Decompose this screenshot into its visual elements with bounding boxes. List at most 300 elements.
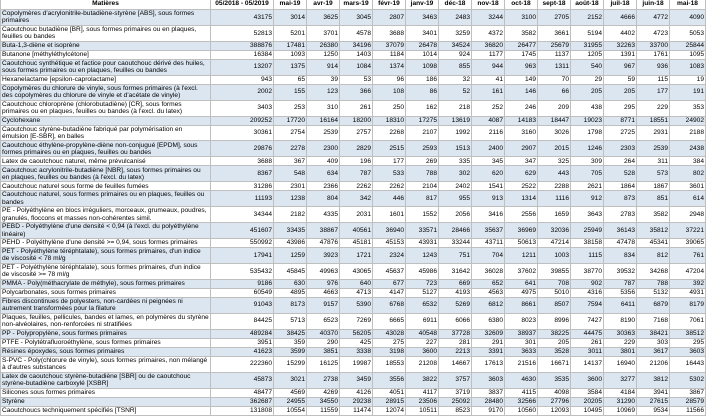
table-cell: 1084: [340, 59, 373, 75]
table-cell: 4098: [538, 388, 571, 397]
table-cell: 787: [340, 166, 373, 182]
table-cell: 1083: [670, 59, 706, 75]
table-cell: 39532: [604, 263, 637, 279]
table-cell: 6665: [373, 313, 406, 329]
table-cell: 4372: [472, 25, 505, 41]
table-cell: 43028: [373, 329, 406, 338]
table-cell: 3599: [274, 347, 307, 356]
table-cell: 2366: [307, 182, 340, 191]
row-label: Caoutchouc styrène-butadiène fabriqué par polymérisation en émulsion [E-SBR], en balles: [1, 125, 211, 141]
table-cell: 335: [439, 157, 472, 166]
table-cell: 4713: [340, 288, 373, 297]
table-cell: 229: [604, 338, 637, 347]
table-row: [1, 297, 706, 313]
row-label: Caoutchouc acrylonitrile-butadiène [NBR], sous formes primaires ou en plaques, feuilles ou bandes (à l'excl. du latex): [1, 166, 211, 182]
table-cell: 59: [604, 75, 637, 84]
table-cell: 96: [373, 75, 406, 84]
table-cell: 489284: [211, 329, 274, 338]
table-cell: 4090: [670, 10, 706, 26]
table-cell: 5356: [604, 288, 637, 297]
table-cell: 146: [505, 84, 538, 100]
table-cell: 1098: [406, 59, 439, 75]
table-cell: 7269: [340, 313, 373, 329]
row-label: Copolymères d'acrylonitrile-butadiène-styrène [ABS], sous formes primaires: [1, 10, 211, 26]
table-cell: 1992: [439, 125, 472, 141]
table-cell: 60549: [211, 288, 274, 297]
row-label: Latex de caoutchouc naturel, même prévulcanisé: [1, 157, 211, 166]
table-row: [1, 347, 706, 356]
table-cell: 751: [439, 248, 472, 264]
table-cell: 47214: [538, 239, 571, 248]
table-cell: 1137: [538, 50, 571, 59]
table-cell: 1721: [340, 248, 373, 264]
table-cell: 2268: [373, 125, 406, 141]
table-cell: 2324: [373, 248, 406, 264]
row-label: Buta-1,3-diène et isoprène: [1, 41, 211, 50]
table-cell: 4666: [604, 10, 637, 26]
table-cell: 52813: [211, 25, 274, 41]
row-label: Polycarbonates, sous formes primaires: [1, 288, 211, 297]
column-header-period: sept-18: [538, 0, 571, 10]
table-cell: 1552: [406, 207, 439, 223]
table-cell: 5713: [274, 313, 307, 329]
table-cell: 84425: [211, 313, 274, 329]
table-cell: 38425: [274, 329, 307, 338]
table-cell: 261: [571, 338, 604, 347]
table-cell: 366: [340, 84, 373, 100]
row-label: S-PVC - Poly(chlorure de vinyle), sous formes primaires, non mélangé à d'autres substances: [1, 356, 211, 372]
table-cell: 1177: [472, 50, 505, 59]
table-cell: 28579: [670, 397, 706, 406]
table-cell: 29876: [211, 141, 274, 157]
table-cell: 3021: [274, 372, 307, 388]
table-cell: 41623: [211, 347, 274, 356]
table-cell: 2402: [439, 182, 472, 191]
table-cell: 205: [604, 84, 637, 100]
table-cell: 29238: [340, 397, 373, 406]
table-cell: 2300: [307, 141, 340, 157]
table-cell: 4269: [307, 388, 340, 397]
table-cell: 91043: [211, 297, 274, 313]
table-cell: 16164: [307, 116, 340, 125]
table-cell: 12093: [538, 406, 571, 415]
table-cell: 18447: [538, 116, 571, 125]
table-cell: 33571: [406, 223, 439, 239]
table-cell: 9170: [472, 406, 505, 415]
table-cell: 3459: [340, 372, 373, 388]
table-cell: 367: [274, 157, 307, 166]
row-label: Cyclohexane: [1, 116, 211, 125]
table-cell: 34268: [637, 263, 670, 279]
table-cell: 4663: [307, 288, 340, 297]
table-cell: 3600: [406, 347, 439, 356]
table-cell: 2400: [472, 141, 505, 157]
table-cell: 1095: [670, 50, 706, 59]
table-cell: 641: [505, 279, 538, 288]
table-cell: 36028: [472, 263, 505, 279]
table-cell: 18553: [373, 356, 406, 372]
table-cell: 1798: [571, 125, 604, 141]
table-cell: 3584: [571, 388, 604, 397]
table-cell: 11193: [211, 191, 274, 207]
table-cell: 3951: [211, 338, 274, 347]
table-cell: 3688: [373, 25, 406, 41]
row-label: PET - Polyéthylène téréphtalate), sous formes primaires, d'un indice de viscosité < 78 ml/g: [1, 248, 211, 264]
table-cell: 16384: [211, 50, 274, 59]
row-label: Hexanelactame [epsilon-caprolactame]: [1, 75, 211, 84]
table-cell: 3026: [538, 125, 571, 141]
table-cell: 253: [274, 100, 307, 116]
table-cell: 3661: [538, 25, 571, 41]
table-cell: 3463: [406, 10, 439, 26]
table-cell: 3100: [505, 10, 538, 26]
table-cell: 384: [670, 157, 706, 166]
table-cell: 161: [472, 84, 505, 100]
table-cell: 36940: [373, 223, 406, 239]
table-cell: 8507: [538, 297, 571, 313]
table-cell: 3757: [439, 372, 472, 388]
row-label: Caoutchoucs techniquement spécifiés [TSNR]: [1, 406, 211, 415]
table-cell: 425: [340, 338, 373, 347]
table-cell: 3528: [538, 347, 571, 356]
table-cell: 3535: [538, 372, 571, 388]
table-cell: 13207: [211, 59, 274, 75]
table-cell: 2056: [439, 207, 472, 223]
table-cell: 2907: [505, 141, 538, 157]
table-cell: 43711: [472, 239, 505, 248]
table-cell: 4126: [340, 388, 373, 397]
table-cell: 4402: [604, 25, 637, 41]
table-cell: 261: [340, 100, 373, 116]
table-cell: 3822: [406, 372, 439, 388]
row-label: Caoutchouc synthétique et factice pour caoutchouc dérivé des huiles, sous formes primaires ou en plaques, feuilles ou bandes: [1, 59, 211, 75]
table-cell: 359: [274, 338, 307, 347]
table-cell: 38512: [670, 329, 706, 338]
table-cell: 38867: [307, 223, 340, 239]
table-cell: 3867: [670, 388, 706, 397]
table-cell: 1115: [571, 248, 604, 264]
table-cell: 27615: [637, 397, 670, 406]
table-cell: 131808: [211, 406, 274, 415]
table-cell: 27796: [538, 397, 571, 406]
table-row: [1, 191, 706, 207]
table-cell: 2288: [538, 182, 571, 191]
table-row: [1, 279, 706, 288]
table-cell: 2522: [505, 182, 538, 191]
table-cell: 6532: [406, 297, 439, 313]
table-row: [1, 248, 706, 264]
row-label: Résines époxydes, sous formes primaires: [1, 347, 211, 356]
table-cell: 967: [604, 59, 637, 75]
table-cell: 914: [307, 59, 340, 75]
table-cell: 2807: [373, 10, 406, 26]
table-cell: 26380: [307, 41, 340, 50]
table-cell: 301: [505, 338, 538, 347]
table-cell: 5132: [637, 288, 670, 297]
table-cell: 302: [439, 166, 472, 182]
table-cell: 2754: [274, 125, 307, 141]
table-cell: 2705: [538, 10, 571, 26]
table-cell: 2278: [274, 141, 307, 157]
table-cell: 291: [472, 338, 505, 347]
table-cell: 723: [406, 279, 439, 288]
column-header-period: août-18: [571, 0, 604, 10]
table-cell: 955: [439, 191, 472, 207]
table-cell: 3160: [505, 125, 538, 141]
table-cell: 16940: [604, 356, 637, 372]
table-cell: 2002: [211, 84, 274, 100]
table-cell: 640: [340, 279, 373, 288]
table-cell: 630: [274, 279, 307, 288]
table-cell: 4975: [505, 288, 538, 297]
table-cell: 3401: [406, 25, 439, 41]
table-cell: 1867: [637, 182, 670, 191]
row-label: PP - Polypropylène, sous formes primaires: [1, 329, 211, 338]
table-cell: 3277: [604, 372, 637, 388]
table-cell: 33244: [439, 239, 472, 248]
table-row: [1, 41, 706, 50]
table-cell: 353: [670, 100, 706, 116]
table-cell: 451607: [211, 223, 274, 239]
table-cell: 2483: [439, 10, 472, 26]
table-row: [1, 288, 706, 297]
table-row: [1, 338, 706, 347]
table-row: [1, 84, 706, 100]
table-cell: 4630: [505, 372, 538, 388]
table-cell: 3617: [637, 347, 670, 356]
table-cell: 3011: [571, 347, 604, 356]
table-row: [1, 125, 706, 141]
column-header-materials: Matières: [1, 0, 211, 10]
table-cell: 1513: [439, 141, 472, 157]
table-cell: 6911: [406, 313, 439, 329]
table-cell: 1391: [604, 50, 637, 59]
table-row: [1, 313, 706, 329]
table-cell: 32: [439, 75, 472, 84]
table-row: [1, 141, 706, 157]
table-cell: 8023: [505, 313, 538, 329]
table-cell: 25949: [571, 223, 604, 239]
table-row: [1, 397, 706, 406]
table-cell: 1238: [274, 191, 307, 207]
table-cell: 209252: [211, 116, 274, 125]
table-cell: 6812: [472, 297, 505, 313]
table-cell: 8190: [604, 313, 637, 329]
table-cell: 704: [472, 248, 505, 264]
table-cell: 303: [637, 338, 670, 347]
table-cell: 47876: [307, 239, 340, 248]
table-cell: 943: [211, 75, 274, 84]
table-cell: 362687: [211, 397, 274, 406]
table-row: [1, 157, 706, 166]
table-cell: 963: [505, 59, 538, 75]
column-header-period: déc-18: [439, 0, 472, 10]
table-cell: 290: [307, 338, 340, 347]
table-cell: 177: [637, 84, 670, 100]
table-cell: 186: [406, 75, 439, 84]
table-cell: 295: [670, 338, 706, 347]
row-label: PE - Polyéthylène en blocs irréguliers, morceaux, grumeaux, poudres, granulés, floccons et masses non-cohérentes simil.: [1, 207, 211, 223]
table-cell: 3259: [439, 25, 472, 41]
table-row: [1, 388, 706, 397]
table-cell: 1375: [274, 59, 307, 75]
row-label: Plaques, feuilles, pellicules, bandes et lames, en polymères du styrène non-alvéolaires, non-renforcées ni stratifiées: [2, 313, 209, 329]
table-cell: 25679: [538, 41, 571, 50]
table-cell: 205: [538, 338, 571, 347]
table-cell: 3556: [373, 372, 406, 388]
table-cell: 788: [406, 166, 439, 182]
table-cell: 2104: [406, 182, 439, 191]
table-cell: 21206: [637, 356, 670, 372]
table-cell: 32609: [472, 329, 505, 338]
table-cell: 2182: [274, 207, 307, 223]
table-cell: 3603: [670, 347, 706, 356]
table-cell: 1374: [373, 59, 406, 75]
table-cell: 108: [373, 84, 406, 100]
column-header-period: févr-19: [373, 0, 406, 10]
table-cell: 4723: [637, 25, 670, 41]
table-cell: 33700: [637, 41, 670, 50]
table-cell: 2262: [373, 182, 406, 191]
table-cell: 3801: [604, 347, 637, 356]
table-cell: 48477: [211, 388, 274, 397]
table-cell: 6380: [472, 313, 505, 329]
table-cell: 1761: [637, 50, 670, 59]
table-row: [1, 75, 706, 84]
table-cell: 443: [538, 166, 571, 182]
table-cell: 535432: [211, 263, 274, 279]
table-cell: 1211: [505, 248, 538, 264]
table-cell: 8996: [538, 313, 571, 329]
table-cell: 2948: [670, 207, 706, 223]
table-cell: 28915: [373, 397, 406, 406]
table-cell: 2152: [571, 10, 604, 26]
table-cell: 37728: [439, 329, 472, 338]
table-cell: 19: [670, 75, 706, 84]
row-label: PTFE - Polytétrafluoroéthylène, sous formes primaires: [1, 338, 211, 347]
row-label: PMMA - Poly(méthacrylate de méthyle), sous formes primaires: [1, 279, 211, 288]
table-cell: 573: [637, 166, 670, 182]
table-cell: 16671: [538, 356, 571, 372]
table-cell: 4316: [571, 288, 604, 297]
table-cell: 2556: [505, 207, 538, 223]
table-cell: 43065: [340, 263, 373, 279]
table-cell: 2757: [340, 125, 373, 141]
table-cell: 2262: [340, 182, 373, 191]
table-cell: 1003: [538, 248, 571, 264]
table-cell: 1250: [307, 50, 340, 59]
table-cell: 8661: [505, 297, 538, 313]
row-label: PET - Polyéthylène téréphtalate), sous formes primaires, d'un indice de viscosité >= 78 ml/g: [1, 263, 211, 279]
table-cell: 309: [571, 157, 604, 166]
table-cell: 3633: [505, 347, 538, 356]
table-cell: 3923: [307, 248, 340, 264]
table-row: [1, 59, 706, 75]
table-cell: 21208: [406, 356, 439, 372]
table-cell: 43986: [274, 239, 307, 248]
table-cell: 45845: [274, 263, 307, 279]
column-header-period: avr-19: [307, 0, 340, 10]
table-cell: 1205: [571, 50, 604, 59]
table-cell: 936: [637, 59, 670, 75]
row-label: Fibres discontinues de polyesters, non-cardées ni peignées ni autrement transformées pour la filature: [1, 297, 211, 313]
table-cell: 246: [505, 100, 538, 116]
table-cell: 310: [307, 100, 340, 116]
table-cell: 196: [340, 157, 373, 166]
table-cell: 45341: [637, 239, 670, 248]
table-cell: 528: [604, 166, 637, 182]
column-header-period: oct-18: [505, 0, 538, 10]
table-cell: 708: [538, 279, 571, 288]
table-cell: 788: [637, 279, 670, 288]
table-cell: 8173: [274, 297, 307, 313]
table-cell: 37079: [373, 41, 406, 50]
table-cell: 2783: [604, 207, 637, 223]
table-cell: 944: [472, 59, 505, 75]
table-cell: 43175: [211, 10, 274, 26]
row-label: Latex de caoutchouc styrène-butadiène [SBR] ou de caoutchouc styrène-butadiène carboxylé [XSBR]: [1, 372, 211, 388]
table-cell: 1403: [340, 50, 373, 59]
table-cell: 32036: [538, 223, 571, 239]
table-cell: 44475: [571, 329, 604, 338]
table-cell: 5194: [571, 25, 604, 41]
table-cell: 4335: [307, 207, 340, 223]
table-cell: 446: [373, 191, 406, 207]
table-cell: 18310: [373, 116, 406, 125]
table-cell: 6066: [439, 313, 472, 329]
table-cell: 345: [472, 157, 505, 166]
table-cell: 10554: [274, 406, 307, 415]
table-cell: 4051: [373, 388, 406, 397]
table-cell: 264: [604, 157, 637, 166]
table-cell: 10495: [571, 406, 604, 415]
table-cell: 6411: [604, 297, 637, 313]
table-cell: 392: [670, 279, 706, 288]
table-cell: 34550: [307, 397, 340, 406]
table-cell: 19023: [571, 116, 604, 125]
table-cell: 15299: [274, 356, 307, 372]
table-cell: 409: [307, 157, 340, 166]
table-cell: 652: [472, 279, 505, 288]
table-cell: 924: [439, 50, 472, 59]
table-cell: 56205: [340, 329, 373, 338]
column-header-period: mai-19: [274, 0, 307, 10]
table-cell: 218: [439, 100, 472, 116]
table-cell: 26477: [505, 41, 538, 50]
table-cell: 36820: [472, 41, 505, 50]
table-cell: 17481: [274, 41, 307, 50]
table-cell: 191: [670, 84, 706, 100]
table-cell: 3198: [373, 347, 406, 356]
table-cell: 976: [307, 279, 340, 288]
table-cell: 222360: [211, 356, 274, 372]
table-cell: 8367: [211, 166, 274, 182]
table-cell: 3837: [472, 388, 505, 397]
table-cell: 2031: [340, 207, 373, 223]
table-cell: 39: [307, 75, 340, 84]
table-cell: 25092: [439, 397, 472, 406]
column-header-period: juil-18: [604, 0, 637, 10]
table-cell: 31290: [604, 397, 637, 406]
table-cell: 39855: [538, 263, 571, 279]
table-cell: 4895: [274, 288, 307, 297]
table-cell: 3403: [211, 100, 274, 116]
table-cell: 4184: [604, 388, 637, 397]
column-header-period: juin-18: [637, 0, 670, 10]
table-cell: 14137: [571, 356, 604, 372]
table-cell: 39065: [670, 239, 706, 248]
table-cell: 3812: [637, 372, 670, 388]
